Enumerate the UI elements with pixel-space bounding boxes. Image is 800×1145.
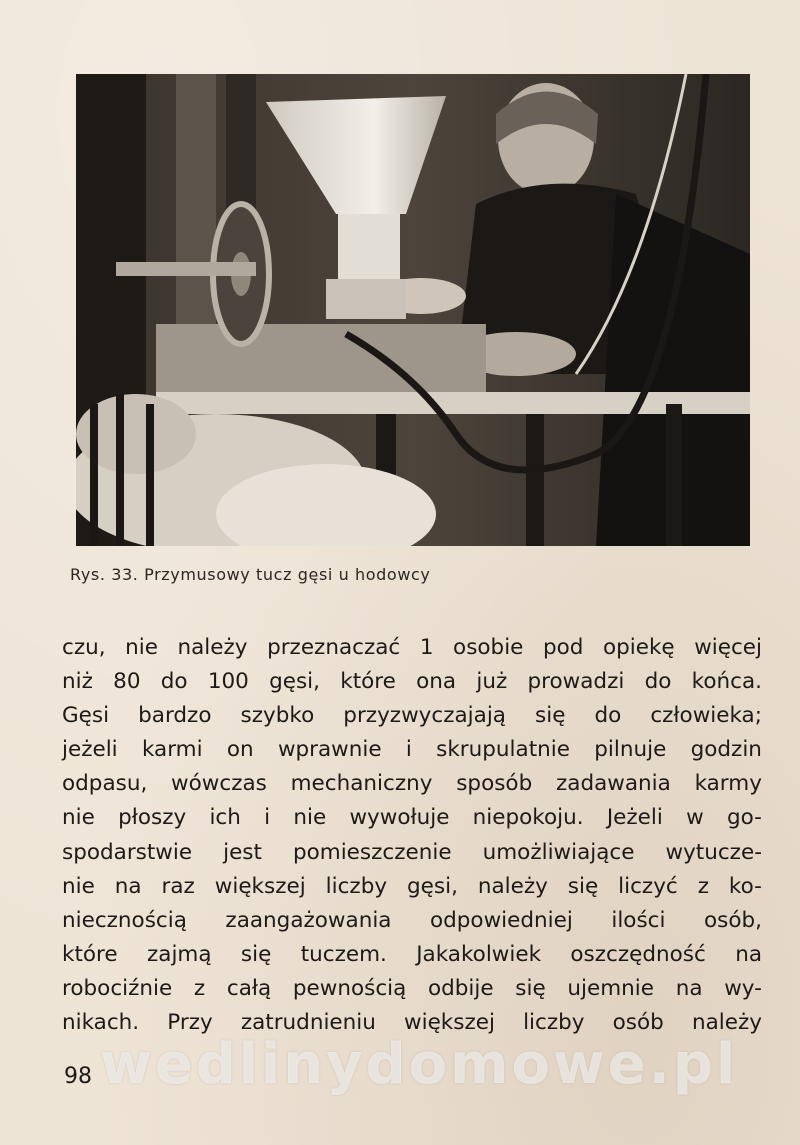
word: nikach. [62, 1010, 140, 1036]
word: raz [161, 873, 195, 899]
word: liczby [325, 873, 388, 899]
word: należy [177, 635, 248, 660]
word: go- [726, 805, 762, 831]
word: czu, [62, 635, 106, 660]
text-line [62, 699, 762, 733]
word: zadawania [555, 771, 671, 797]
text-line [62, 801, 762, 835]
word: w [686, 805, 704, 831]
word: przeznaczać [267, 635, 401, 660]
word: niecznością [62, 907, 187, 933]
text-line [62, 870, 762, 904]
word: z [193, 975, 206, 1001]
word: odbije [427, 975, 494, 1001]
word: i [264, 805, 271, 831]
word: wprawnie [277, 737, 382, 763]
word: się [515, 975, 546, 1001]
text-line [62, 767, 762, 801]
word: zatrudnieniu [240, 1010, 376, 1036]
word: osób [612, 1010, 664, 1036]
word: wytucze- [665, 839, 762, 865]
word: Przy [167, 1010, 213, 1036]
word: nie [62, 805, 95, 831]
word: ko- [728, 873, 762, 899]
watermark: wedlinydomowe.pl [100, 1032, 739, 1097]
word: odpasu, [62, 771, 148, 797]
word: mechaniczny [290, 771, 433, 797]
word: osób, [703, 907, 762, 933]
word: płoszy [118, 805, 187, 831]
word: niepokoju. [472, 805, 584, 831]
word: większej [214, 873, 306, 899]
word: 1 [419, 635, 434, 660]
text-line [62, 665, 762, 699]
word: na [735, 941, 762, 967]
word: szybko [240, 703, 315, 729]
word: które [62, 941, 118, 967]
word: ujemnie [567, 975, 654, 1001]
word: należy [691, 1010, 762, 1036]
word: Gęsi [62, 703, 110, 729]
body-text [62, 631, 762, 1040]
word: sposób [456, 771, 533, 797]
word: ich [209, 805, 241, 831]
word: całą [226, 975, 272, 1001]
word: on [226, 737, 254, 763]
word: skrupulatnie [436, 737, 570, 763]
word: ilości [611, 907, 666, 933]
word: opiekę [602, 635, 675, 660]
word: większej [404, 1010, 495, 1036]
word: się [535, 703, 566, 729]
word: i [405, 737, 412, 763]
word: robociźnie [62, 975, 173, 1001]
word: oszczędność [570, 941, 706, 967]
word: na [114, 873, 142, 899]
word: spodarstwie [62, 839, 193, 865]
word: godzin [690, 737, 762, 763]
word: odpowiedniej [429, 907, 573, 933]
word: wywołuje [349, 805, 450, 831]
word: jeżeli [62, 737, 118, 763]
word: pilnuje [594, 737, 667, 763]
word: zaangażowania [225, 907, 392, 933]
word: należy [477, 873, 548, 899]
word: karmi [141, 737, 203, 763]
word: pomieszczenie [292, 839, 452, 865]
text-line [62, 972, 762, 1006]
word: Jeżeli [606, 805, 663, 831]
figure-photo [76, 74, 750, 546]
text-line [62, 631, 762, 665]
word: nie [62, 873, 95, 899]
word: wówczas [171, 771, 267, 797]
page-number: 98 [64, 1064, 92, 1089]
word: ona [416, 669, 457, 695]
word: liczby [523, 1010, 585, 1036]
word: człowieka; [650, 703, 762, 729]
word: karmy [694, 771, 762, 797]
figure-caption: Rys. 33. Przymusowy tucz gęsi u hodowcy [70, 565, 431, 584]
word: się [240, 941, 272, 967]
word: liczyć [618, 873, 678, 899]
text-line [62, 836, 762, 870]
word: nie [125, 635, 158, 660]
word: gęsi, [407, 873, 458, 899]
word: się [567, 873, 599, 899]
word: umożliwiające [482, 839, 635, 865]
word: wy- [724, 975, 762, 1001]
word: osobie [453, 635, 524, 660]
word: prowadzi [527, 669, 625, 695]
word: jest [223, 839, 262, 865]
word: bardzo [138, 703, 212, 729]
text-line [62, 904, 762, 938]
word: gęsi, [269, 669, 320, 695]
word: które [340, 669, 396, 695]
word: do [594, 703, 622, 729]
word: przyzwyczajają [343, 703, 506, 729]
word: więcej [694, 635, 762, 660]
word: nie [293, 805, 327, 831]
word: Jakakolwiek [416, 941, 542, 967]
word: na [675, 975, 703, 1001]
word: pewnością [292, 975, 407, 1001]
word: pod [542, 635, 584, 660]
word: zajmą [147, 941, 212, 967]
word: tuczem. [300, 941, 387, 967]
word: niż [62, 669, 93, 695]
word: 80 [113, 669, 141, 695]
word: końca. [691, 669, 762, 695]
text-line [62, 733, 762, 767]
word: już [476, 669, 508, 695]
text-line [62, 938, 762, 972]
word: 100 [207, 669, 249, 695]
word: do [644, 669, 672, 695]
word: z [697, 873, 709, 899]
word: do [160, 669, 188, 695]
